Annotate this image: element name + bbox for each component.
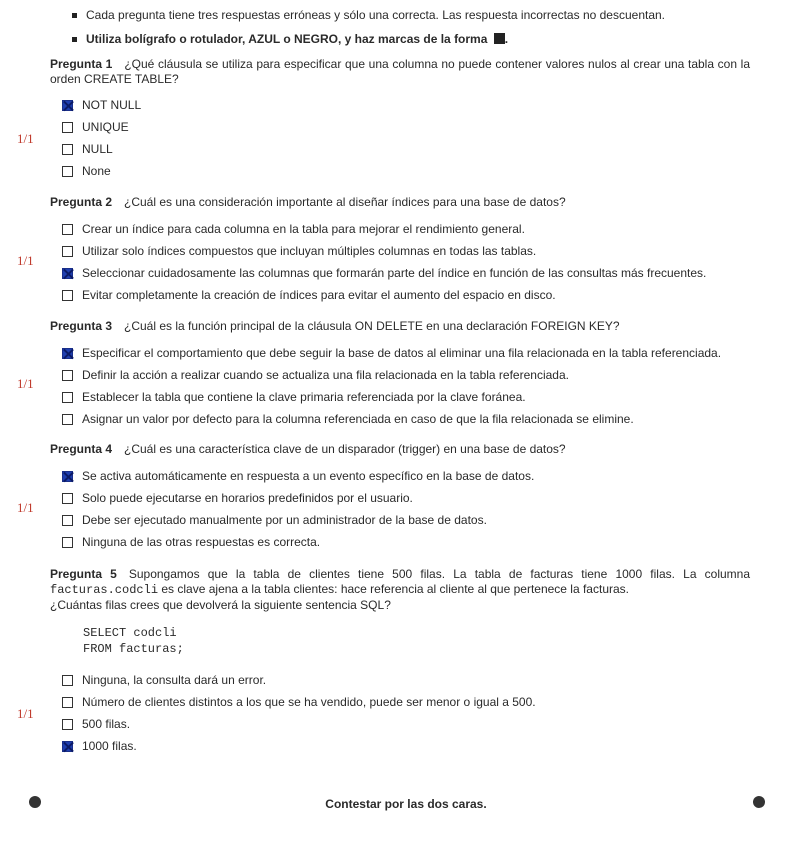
checked-checkbox-icon[interactable]: [62, 268, 73, 279]
checkbox-icon[interactable]: [62, 515, 73, 526]
checked-checkbox-icon[interactable]: [62, 348, 73, 359]
option-text: Evitar completamente la creación de índices para evitar el aumento del espacio en disco.: [82, 288, 556, 302]
question-header: [50, 567, 750, 613]
checkbox-icon[interactable]: [62, 697, 73, 708]
option[interactable]: [62, 713, 750, 735]
option-text: Se activa automáticamente en respuesta a un evento específico en la base de datos.: [82, 469, 535, 483]
checkbox-icon[interactable]: [62, 166, 73, 177]
option[interactable]: [62, 487, 750, 509]
option-text: Establecer la tabla que contiene la clave primaria referenciada por la clave foránea.: [82, 390, 526, 404]
question-2: [50, 195, 750, 306]
option-text: Especificar el comportamiento que debe seguir la base de datos al eliminar una fila relacionada en la tabla referenciada.: [82, 346, 722, 360]
page-footer: Contestar por las dos caras.: [325, 797, 487, 811]
option[interactable]: [62, 386, 750, 408]
bullet-marker: [72, 13, 77, 18]
options-list: [62, 342, 750, 430]
option[interactable]: [62, 116, 750, 138]
checkbox-icon[interactable]: [62, 144, 73, 155]
options-list: [62, 218, 750, 306]
option[interactable]: [62, 138, 750, 160]
question-header: [50, 442, 750, 457]
question-header: [50, 319, 750, 334]
option[interactable]: [62, 691, 750, 713]
question-number: Pregunta 4: [50, 442, 113, 456]
option[interactable]: [62, 509, 750, 531]
options-list: [62, 465, 750, 553]
question-text-b: es clave ajena a la tabla clientes: hace referencia al cliente al que pertenece la facturas.: [161, 582, 629, 596]
question-number: Pregunta 1: [50, 57, 113, 71]
option[interactable]: [62, 669, 750, 691]
options-list: [62, 669, 750, 757]
option-text: Solo puede ejecutarse en horarios predefinidos por el usuario.: [82, 491, 413, 505]
checked-checkbox-icon[interactable]: [62, 471, 73, 482]
question-text: ¿Cuál es una consideración importante al diseñar índices para una base de datos?: [124, 195, 566, 209]
checkbox-icon[interactable]: [62, 537, 73, 548]
question-4: [50, 442, 750, 553]
question-score: 1/1: [17, 500, 34, 515]
option[interactable]: [62, 262, 750, 284]
option[interactable]: [62, 94, 750, 116]
registration-mark-right: [753, 796, 765, 808]
option[interactable]: [62, 240, 750, 262]
option-text: UNIQUE: [82, 120, 129, 134]
option-text: Utilizar solo índices compuestos que incluyan múltiples columnas en todas las tablas.: [82, 244, 537, 258]
option-text: Ninguna, la consulta dará un error.: [82, 673, 267, 687]
bullet-marker: [72, 37, 77, 42]
instructions-list: [50, 4, 770, 52]
option-text: Debe ser ejecutado manualmente por un administrador de la base de datos.: [82, 513, 487, 527]
option-text: Número de clientes distintos a los que se ha vendido, puede ser menor o igual a 500.: [82, 695, 536, 709]
option-text: Seleccionar cuidadosamente las columnas que formarán parte del índice en función de las consultas más frecuentes.: [82, 266, 707, 280]
question-5: [50, 567, 750, 757]
option[interactable]: [62, 218, 750, 240]
question-score: 1/1: [17, 376, 34, 391]
question-text-c: ¿Cuántas filas crees que devolverá la siguiente sentencia SQL?: [50, 598, 391, 612]
option[interactable]: [62, 735, 750, 757]
option-text: 1000 filas.: [82, 739, 137, 753]
checkbox-icon[interactable]: [62, 493, 73, 504]
question-number: Pregunta 5: [50, 567, 117, 581]
option[interactable]: [62, 364, 750, 386]
question-header: [50, 195, 750, 210]
option[interactable]: [62, 160, 750, 182]
option[interactable]: [62, 465, 750, 487]
question-number: Pregunta 3: [50, 319, 113, 333]
question-text: ¿Cuál es una característica clave de un disparador (trigger) en una base de datos?: [124, 442, 566, 456]
instruction-text: Utiliza bolígrafo o rotulador, AZUL o NEGRO, y haz marcas de la forma: [86, 32, 488, 46]
option[interactable]: [62, 408, 750, 430]
question-score: 1/1: [17, 706, 34, 721]
options-list: [62, 94, 750, 182]
option-text: Definir la acción a realizar cuando se actualiza una fila relacionada en la tabla referenciada.: [82, 368, 569, 382]
checkbox-icon[interactable]: [62, 675, 73, 686]
option-text: NULL: [82, 142, 113, 156]
instruction-text: Cada pregunta tiene tres respuestas erróneas y sólo una correcta. Las respuesta incorrectas no descuentan.: [86, 8, 666, 22]
option-text: Asignar un valor por defecto para la columna referenciada en caso de que la fila relacionada se elimine.: [82, 412, 634, 426]
checked-checkbox-icon[interactable]: [62, 100, 73, 111]
checkbox-icon[interactable]: [62, 246, 73, 257]
checkbox-icon[interactable]: [62, 224, 73, 235]
inline-code: facturas.codcli: [50, 583, 159, 597]
option[interactable]: [62, 531, 750, 553]
question-text-a: Supongamos que la tabla de clientes tiene 500 filas. La tabla de facturas tiene 1000 filas. La columna: [128, 567, 751, 581]
question-1: [50, 57, 750, 182]
filled-square-icon: [494, 33, 505, 44]
option[interactable]: [62, 284, 750, 306]
instruction-item: Utiliza bolígrafo o rotulador, AZUL o NEGRO, y haz marcas de la forma .: [50, 28, 770, 52]
checkbox-icon[interactable]: [62, 122, 73, 133]
option-text: Crear un índice para cada columna en la tabla para mejorar el rendimiento general.: [82, 222, 525, 236]
question-score: 1/1: [17, 253, 34, 268]
checked-checkbox-icon[interactable]: [62, 741, 73, 752]
question-number: Pregunta 2: [50, 195, 113, 209]
question-text: ¿Cuál es la función principal de la cláusula ON DELETE en una declaración FOREIGN KEY?: [124, 319, 620, 333]
question-3: [50, 319, 750, 430]
checkbox-icon[interactable]: [62, 290, 73, 301]
option-text: NOT NULL: [82, 98, 142, 112]
option-text: 500 filas.: [82, 717, 131, 731]
checkbox-icon[interactable]: [62, 392, 73, 403]
question-text: ¿Qué cláusula se utiliza para especificar que una columna no puede contener valores nulos al crear una tabla con la orden CREATE TABLE?: [50, 57, 751, 86]
option-text: None: [82, 164, 111, 178]
instruction-item: [50, 4, 770, 28]
option-text: Ninguna de las otras respuestas es correcta.: [82, 535, 321, 549]
question-score: 1/1: [17, 131, 34, 146]
sql-code-block: SELECT codcli FROM facturas;: [83, 626, 184, 656]
option[interactable]: [62, 342, 750, 364]
question-header: [50, 57, 750, 87]
checkbox-icon[interactable]: [62, 414, 73, 425]
checkbox-icon[interactable]: [62, 719, 73, 730]
checkbox-icon[interactable]: [62, 370, 73, 381]
